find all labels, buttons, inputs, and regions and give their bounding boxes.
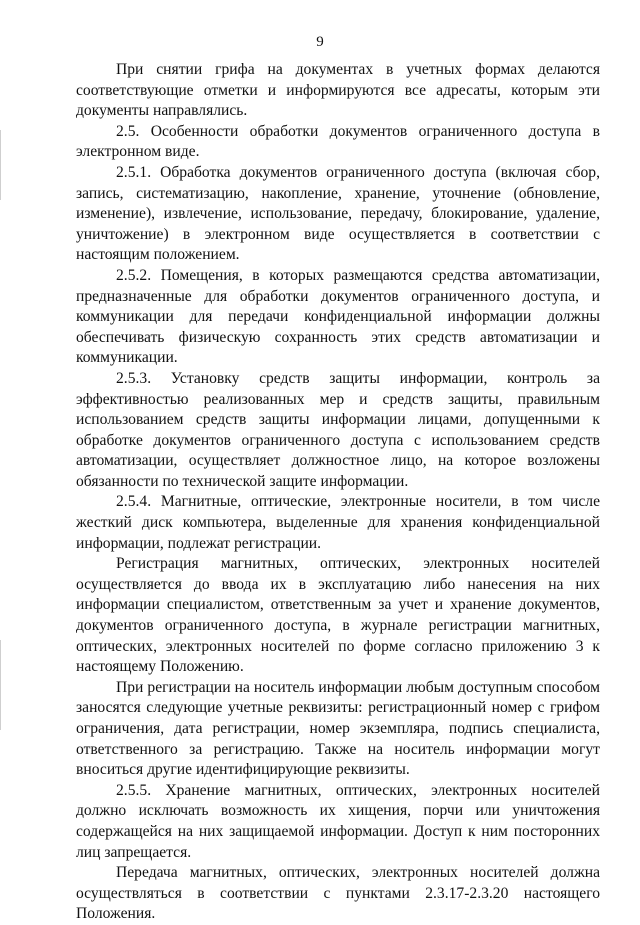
paragraph-2-5-4: 2.5.4. Магнитные, оптические, электронные носители, в том числе жесткий диск компьютера, выделенные для хранения конфиденциальной информации, подлежат регистрации. [76,493,600,552]
paragraph-2-5-1: 2.5.1. Обработка документов ограниченного доступа (включая сбор, запись, систематизацию, накопление, хранение, уточнение (обновление, изменение), извлечение, использование, передачу, блокирование, удаление, уничтожение) в электронном виде осуществляется в соответствии с настоящим положением. [76,163,600,264]
paragraph-registration-details: При регистрации на носитель информации любым доступным способом заносятся следующие учетные реквизиты: регистрационный номер с грифом ограничения, дата регистрации, номер экземпляра, подпись специалиста, ответственного за регистрацию. Также на носитель информации могут вноситься другие идентифицирующие реквизиты. [76,678,600,779]
paragraph-grif-removal: При снятии грифа на документах в учетных формах делаются соответствующие отметки и информируются все адресаты, которым эти документы направлялись. [76,61,600,120]
document-body [76,60,600,925]
paragraph-2-5-3: 2.5.3. Установку средств защиты информации, контроль за эффективностью реализованных мер и средств защиты, правильным использованием средств защиты информации лицами, допущенными к обработке документов ограниченного доступа с использованием средств автоматизации, осуществляет должностное лицо, на которое возложены обязанности по технической защите информации. [76,369,600,490]
scan-edge-mark [0,640,1,730]
paragraph-2-5-2: 2.5.2. Помещения, в которых размещаются средства автоматизации, предназначенные для обработки документов ограниченного доступа, и коммуникации для передачи конфиденциальной информации должны обеспечивать физическую сохранность этих средств автоматизации и коммуникации. [76,266,600,367]
paragraph-registration: Регистрация магнитных, оптических, электронных носителей осуществляется до ввода их в эксплуатацию либо нанесения на них информации специалистом, ответственным за учет и хранение документов, документов ограниченного доступа, в журнале регистрации магнитных, оптических, электронных носителей по форме согласно приложению 3 к настоящему Положению. [76,555,600,676]
scan-edge-mark [0,130,1,200]
page-number: 9 [316,34,324,50]
paragraph-transfer: Передача магнитных, оптических, электронных носителей должна осуществляться в соответствии с пунктами 2.3.17-2.3.20 настоящего Положения. [76,864,600,923]
paragraph-2-5-5: 2.5.5. Хранение магнитных, оптических, электронных носителей должно исключать возможность их хищения, порчи или уничтожения содержащейся на них защищаемой информации. Доступ к ним посторонних лиц запрещается. [76,781,600,861]
paragraph-section-2-5: 2.5. Особенности обработки документов ограниченного доступа в электронном виде. [76,122,600,161]
